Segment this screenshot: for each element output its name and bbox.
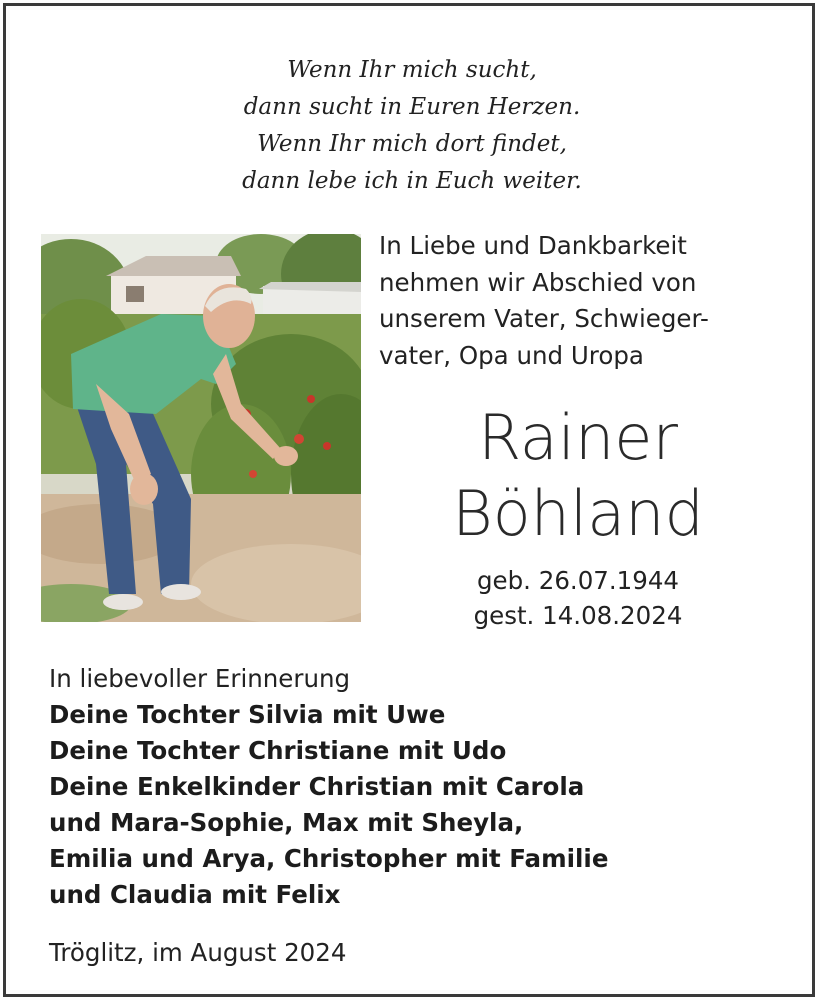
- intro-line: unserem Vater, Schwieger-: [379, 304, 709, 333]
- family-line: Deine Tochter Christiane mit Udo: [49, 736, 507, 765]
- family-line: und Mara-Sophie, Max mit Sheyla,: [49, 808, 524, 837]
- poem: [6, 52, 818, 200]
- intro-line: nehmen wir Abschied von: [379, 267, 697, 297]
- poem-line: dann lebe ich in Euch weiter.: [242, 168, 582, 194]
- family-signatures: [49, 661, 799, 913]
- family-line: Deine Enkelkinder Christian mit Carola: [49, 772, 585, 801]
- garden-photo-illustration: [41, 234, 361, 622]
- family-line: Deine Tochter Silvia mit Uwe: [49, 700, 446, 729]
- deceased-name: [378, 400, 778, 552]
- remembrance-line: In liebevoller Erinnerung: [49, 664, 351, 693]
- first-name: Rainer: [478, 401, 678, 474]
- poem-line: Wenn Ihr mich sucht,: [287, 57, 537, 83]
- poem-line: Wenn Ihr mich dort findet,: [257, 131, 567, 157]
- poem-line: dann sucht in Euren Herzen.: [243, 94, 581, 120]
- intro-line: vater, Opa und Uropa: [379, 340, 644, 370]
- family-line: und Claudia mit Felix: [49, 880, 341, 909]
- life-dates: [378, 563, 778, 633]
- portrait-photo: [41, 234, 361, 622]
- last-name: Böhland: [452, 477, 704, 550]
- obituary-card: [3, 3, 815, 997]
- farewell-intro: [379, 228, 799, 374]
- death-date: gest. 14.08.2024: [473, 601, 683, 630]
- family-line: Emilia und Arya, Christopher mit Familie: [49, 844, 609, 873]
- intro-line: In Liebe und Dankbarkeit: [379, 231, 687, 260]
- birth-date: geb. 26.07.1944: [476, 566, 680, 595]
- place-and-date: Tröglitz, im August 2024: [49, 938, 347, 967]
